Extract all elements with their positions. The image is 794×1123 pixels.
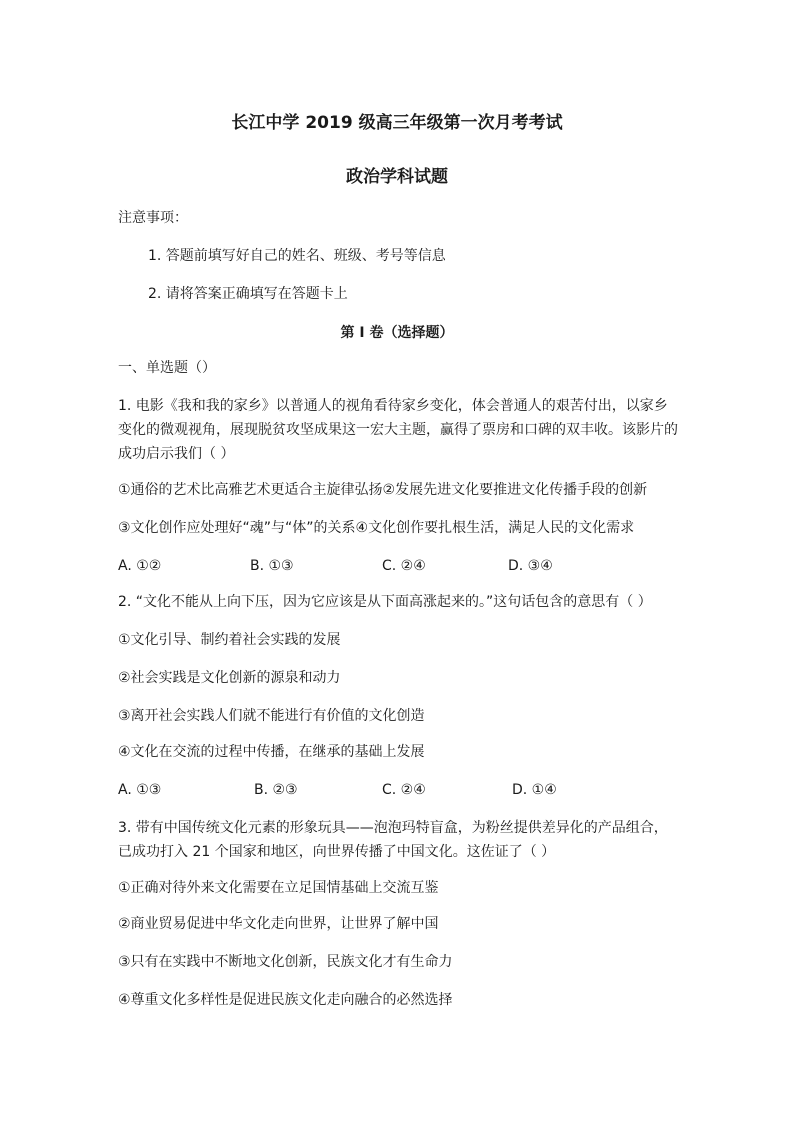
question-1-option-b: B. ①③	[250, 558, 294, 574]
question-1-statement: ①通俗的艺术比高雅艺术更适合主旋律弘扬②发展先进文化要推进文化传播手段的创新	[118, 482, 648, 498]
question-2-option-a: A. ①③	[118, 782, 162, 798]
question-1-line: 变化的微观视角，展现脱贫攻坚成果这一宏大主题，赢得了票房和口碑的双丰收。该影片的	[118, 422, 678, 438]
question-3-line: 3. 带有中国传统文化元素的形象玩具——泡泡玛特盲盒，为粉丝提供差异化的产品组合，	[118, 820, 668, 836]
exam-title: 长江中学 2019 级高三年级第一次月考考试	[231, 113, 563, 133]
question-2-option-d: D. ①④	[512, 782, 557, 798]
exam-subtitle: 政治学科试题	[346, 167, 448, 187]
question-2-statement: ①文化引导、制约着社会实践的发展	[118, 632, 341, 648]
question-3-line: 已成功打入 21 个国家和地区，向世界传播了中国文化。这佐证了（ ）	[118, 844, 556, 860]
question-2-option-b: B. ②③	[254, 782, 298, 798]
question-3-statement: ③只有在实践中不断地文化创新，民族文化才有生命力	[118, 954, 453, 970]
part-label: 一、单选题（）	[118, 360, 216, 376]
section-title: 第 I 卷（选择题）	[340, 325, 454, 341]
question-3-statement: ②商业贸易促进中华文化走向世界，让世界了解中国	[118, 916, 439, 932]
question-3-statement: ④尊重文化多样性是促进民族文化走向融合的必然选择	[118, 992, 453, 1008]
notice-item: 1. 答题前填写好自己的姓名、班级、考号等信息	[148, 248, 446, 264]
question-3-statement: ①正确对待外来文化需要在立足国情基础上交流互鉴	[118, 880, 439, 896]
question-2-statement: ④文化在交流的过程中传播，在继承的基础上发展	[118, 744, 425, 760]
question-1-option-a: A. ①②	[118, 558, 162, 574]
notice-item: 2. 请将答案正确填写在答题卡上	[148, 286, 348, 302]
question-2-option-c: C. ②④	[382, 782, 426, 798]
question-1-option-d: D. ③④	[508, 558, 553, 574]
question-2-statement: ②社会实践是文化创新的源泉和动力	[118, 670, 341, 686]
question-1-statement: ③文化创作应处理好“魂”与“体”的关系④文化创作要扎根生活，满足人民的文化需求	[118, 520, 635, 536]
question-1-option-c: C. ②④	[382, 558, 426, 574]
question-2-line: 2. “文化不能从上向下压，因为它应该是从下面高涨起来的。”这句话包含的意思有（ ）	[118, 594, 652, 610]
question-2-statement: ③离开社会实践人们就不能进行有价值的文化创造	[118, 708, 425, 724]
notice-heading: 注意事项：	[118, 210, 188, 226]
question-1-line: 成功启示我们（ ）	[118, 446, 235, 462]
question-1-line: 1. 电影《我和我的家乡》以普通人的视角看待家乡变化，体会普通人的艰苦付出，以家乡	[118, 398, 668, 414]
